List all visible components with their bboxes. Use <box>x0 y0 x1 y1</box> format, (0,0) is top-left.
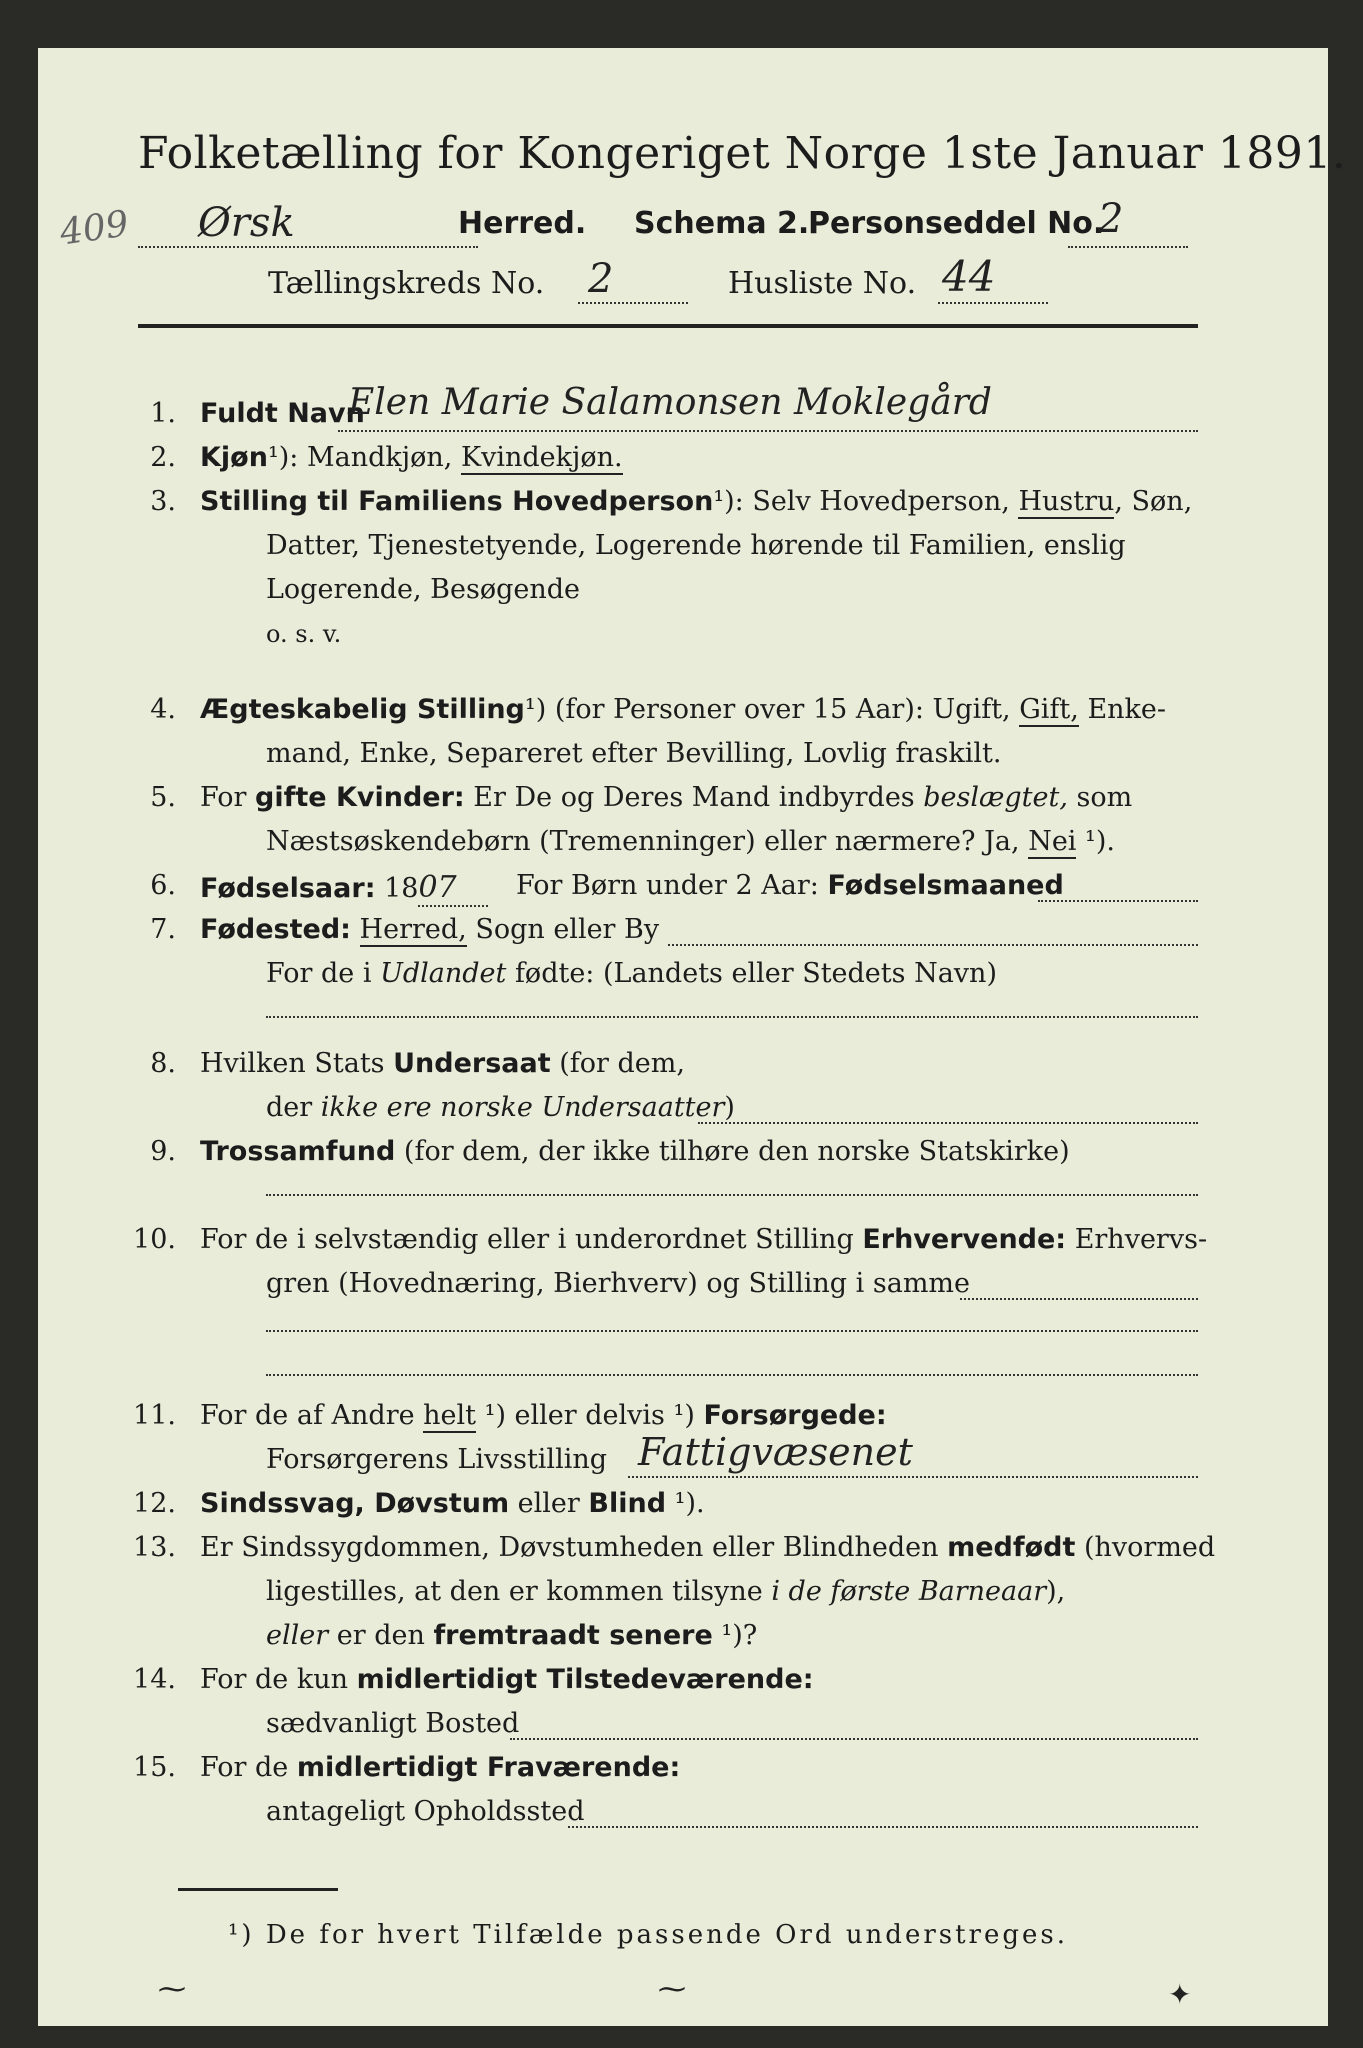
personseddel-field <box>1068 196 1188 248</box>
q12-line1: Sindssvag, Døvstum eller Blind ¹). <box>200 1488 705 1519</box>
q6-infant: For Børn under 2 Aar: Fødselsmaaned <box>516 870 1064 901</box>
kreds-label: Tællingskreds No. <box>268 266 545 301</box>
header-rule <box>138 324 1198 328</box>
q13-line2: ligestilles, at den er kommen tilsyne i de første Barneaar), <box>266 1576 1066 1607</box>
kreds-field <box>578 256 688 304</box>
husliste-field <box>938 252 1048 304</box>
footnote-rule <box>178 1888 338 1891</box>
q3-line3: Logerende, Besøgende <box>266 574 580 605</box>
q13-line1: Er Sindssygdommen, Døvstumheden eller Blindheden medfødt (hvormed <box>200 1532 1216 1563</box>
item-number: 2. <box>150 442 176 473</box>
provider-field <box>628 1430 1198 1478</box>
provider-value: Fattigvæsenet <box>638 1430 913 1474</box>
selected-option: helt <box>423 1400 477 1431</box>
census-form-sheet <box>38 48 1347 2026</box>
item-number: 3. <box>150 486 176 517</box>
q15-line1: For de midlertidigt Fraværende: <box>200 1752 681 1783</box>
q3-line4: o. s. v. <box>266 620 342 648</box>
q1-field <box>338 382 1198 432</box>
citizenship-field <box>698 1104 1198 1124</box>
q8-line1: Hvilken Stats Undersaat (for dem, <box>200 1048 685 1079</box>
item-number: 15. <box>133 1752 176 1783</box>
q6-line: Fødselsaar: 1807 <box>200 870 488 907</box>
item-number: 9. <box>150 1136 176 1167</box>
birthplace-field <box>668 926 1198 946</box>
stray-mark: ⁓ <box>658 1972 686 2005</box>
stray-mark: ⁓ <box>158 1972 186 2005</box>
q8-line2: der ikke ere norske Undersaatter) <box>266 1092 735 1123</box>
item-number: 1. <box>150 398 176 429</box>
q3-line1: Stilling til Familiens Hovedperson¹): Selv Hovedperson, Hustru, Søn, <box>200 486 1193 517</box>
item-number: 8. <box>150 1048 176 1079</box>
full-name-value: Elen Marie Salamonsen Moklegård <box>348 382 992 423</box>
husliste-no: 44 <box>942 252 996 301</box>
q13-line3: eller er den fremtraadt senere ¹)? <box>266 1620 758 1651</box>
q11-line2: Forsørgerens Livsstilling <box>266 1444 608 1475</box>
selected-option: Gift, <box>1019 694 1079 725</box>
herred-label: Herred. <box>458 206 587 241</box>
birth-year-value: 07 <box>418 870 488 907</box>
q2-text: Kjøn¹): Mandkjøn, Kvindekjøn. <box>200 442 623 473</box>
item-number: 4. <box>150 694 176 725</box>
occupation-field <box>960 1280 1198 1300</box>
footnote: ¹) De for hvert Tilfælde passende Ord understreges. <box>228 1920 1069 1950</box>
religion-field <box>266 1176 1198 1196</box>
selected-option: Nei <box>1028 826 1077 857</box>
personseddel-no: 2 <box>1098 196 1124 242</box>
selected-option: Herred, <box>359 914 467 945</box>
abode-field <box>568 1808 1198 1828</box>
q14-line2: sædvanligt Bosted <box>266 1708 520 1739</box>
selected-option: Kvindekjøn. <box>460 442 623 473</box>
q14-line1: For de kun midlertidigt Tilstedeværende: <box>200 1664 814 1695</box>
q11-line1: For de af Andre helt ¹) eller delvis ¹) Forsørgede: <box>200 1400 887 1431</box>
item-number: 14. <box>133 1664 176 1695</box>
q10-line1: For de i selvstændig eller i underordnet Stilling Erhvervende: Erhvervs- <box>200 1224 1208 1255</box>
q5-line2: Næstsøskendebørn (Tremenninger) eller nærmere? Ja, Nei ¹). <box>266 826 1115 857</box>
herred-name: Ørsk <box>198 200 295 246</box>
herred-field <box>138 200 478 248</box>
q7-line1: Fødested: Herred, Sogn eller By <box>200 914 660 945</box>
residence-field <box>510 1720 1198 1740</box>
q4-line1: Ægteskabelig Stilling¹) (for Personer over 15 Aar): Ugift, Gift, Enke- <box>200 694 1167 725</box>
item-number: 7. <box>150 914 176 945</box>
form-title: Folketælling for Kongeriget Norge 1ste Januar 1891. <box>138 128 1347 179</box>
q7-line2: For de i Udlandet fødte: (Landets eller Stedets Navn) <box>266 958 997 989</box>
q15-line2: antageligt Opholdssted <box>266 1796 585 1827</box>
item-number: 10. <box>133 1224 176 1255</box>
margin-note: 409 <box>57 203 132 254</box>
kreds-no: 2 <box>588 256 614 302</box>
q10-line2: gren (Hovednæring, Bierhverv) og Stilling i samme <box>266 1268 971 1299</box>
birth-month-field <box>1038 882 1198 902</box>
q5-line1: For gifte Kvinder: Er De og Deres Mand indbyrdes beslægtet, som <box>200 782 1133 813</box>
item-number: 5. <box>150 782 176 813</box>
item-number: 11. <box>133 1400 176 1431</box>
occupation-field-3 <box>266 1356 1198 1376</box>
selected-option: Hustru <box>1018 486 1115 517</box>
q3-line2: Datter, Tjenestetyende, Logerende hørende til Familien, enslig <box>266 530 1126 561</box>
item-number: 12. <box>133 1488 176 1519</box>
q4-line2: mand, Enke, Separeret efter Bevilling, Lovlig fraskilt. <box>266 738 1002 769</box>
occupation-field-2 <box>266 1312 1198 1332</box>
foreign-birthplace-field <box>266 998 1198 1018</box>
q9-line1: Trossamfund (for dem, der ikke tilhøre den norske Statskirke) <box>200 1136 1070 1167</box>
stray-mark: ✦ <box>1168 1978 1192 2011</box>
personseddel-label: Personseddel No. <box>808 206 1105 241</box>
q1-label: Fuldt Navn <box>200 398 365 429</box>
schema-label: Schema 2. <box>634 206 810 241</box>
item-number: 6. <box>150 870 176 901</box>
item-number: 13. <box>133 1532 176 1563</box>
husliste-label: Husliste No. <box>728 266 917 301</box>
